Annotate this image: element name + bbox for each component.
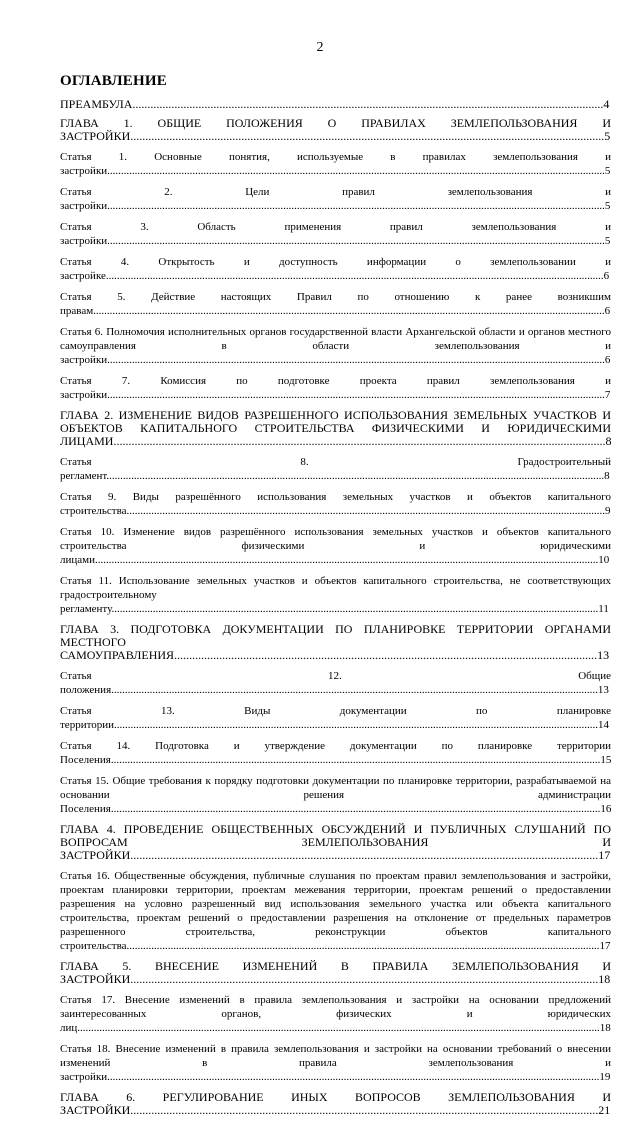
toc-page-number: 13 [597,648,610,662]
toc-entry-text: Статья 5. Действие настоящих Правил по отношению к ранее возникшим правам [60,291,611,317]
toc-leader-dots: ............................................................................................................................................................. [132,97,604,111]
toc-article-entry [60,774,611,816]
toc-entry-text: Статья 13. Виды документации по планировке территории [60,705,611,731]
toc-entry-text: ГЛАВА 3. ПОДГОТОВКА ДОКУМЕНТАЦИИ ПО ПЛАНИРОВКЕ ТЕРРИТОРИИ ОРГАНАМИ МЕСТНОГО САМОУПРАВЛЕНИЯ [60,622,611,662]
toc-leader-dots: ............................................................................................................................................................ [130,1103,599,1117]
toc-page-number: 17 [598,848,611,862]
toc-entry-text: Статья 15. Общие требования к порядку подготовки документации по планировке территории, разрабатываемой на основании решения администрации Поселения [60,775,611,815]
toc-page-number: 6 [604,354,611,366]
toc-chapter-entry [60,623,611,662]
toc-page-number: 16 [600,803,612,815]
toc-page-number: 15 [600,754,612,766]
toc-entry-text: ГЛАВА 1. ОБЩИЕ ПОЛОЖЕНИЯ О ПРАВИЛАХ ЗЕМЛЕПОЛЬЗОВАНИЯ И ЗАСТРОЙКИ [60,116,611,143]
toc-leader-dots: ................................................................................................................................................................................... [107,1071,600,1083]
toc-entry-text: ГЛАВА 4. ПРОВЕДЕНИЕ ОБЩЕСТВЕННЫХ ОБСУЖДЕНИЙ И ПУБЛИЧНЫХ СЛУШАНИЙ ПО ВОПРОСАМ ЗЕМЛЕПОЛЬЗОВАНИЯ И ЗАСТРОЙКИ [60,822,611,862]
toc-entry-text: Статья 3. Область применения правил землепользования и застройки [60,221,611,247]
toc-article-entry [60,739,611,767]
toc-page-number: 17 [599,940,611,952]
toc-entry-text: Статья 16. Общественные обсуждения, публичные слушания по проектам правил землепользования и застройки, проектам планировки территории, проектам межевания территории, проектам решений о предоставлении разрешения на условно разрешенный вид использования земельного участка или объекта капитального строительства, проектам решений о предоставлении разрешения на отклонение от предельных параметров разрешенного строительства, реконструкции объектов капитального строительства [60,870,611,952]
toc-article-entry [60,455,611,483]
toc-leader-dots: ..................................................................................................................................................................................... [107,165,605,177]
toc-page-number: 18 [598,972,611,986]
toc-page-number: 10 [598,554,610,566]
toc-article-entry [60,704,611,732]
toc-chapter-entry [60,409,611,448]
toc-entry-text: Статья 1. Основные понятия, используемые в правилах землепользования и застройки [60,151,611,177]
toc-page-number: 11 [598,603,609,615]
toc-article-entry [60,669,611,697]
toc-chapter-entry [60,98,611,111]
toc-entry-text: Статья 12. Общие положения [60,670,611,696]
page-number: 2 [316,40,324,55]
toc-page-number: 6 [603,270,610,282]
toc-page-number: 8 [605,434,612,448]
toc-entry-text: Статья 11. Использование земельных участков и объектов капитального строительства, не соответствующих градостроительному регламенту [60,575,611,615]
toc-leader-dots: ..................................................................................................................................................................................... [105,270,604,282]
toc-article-entry [60,290,611,318]
toc-entry-text: ГЛАВА 5. ВНЕСЕНИЕ ИЗМЕНЕНИЙ В ПРАВИЛА ЗЕМЛЕПОЛЬЗОВАНИЯ И ЗАСТРОЙКИ [60,959,611,986]
toc-page-number: 7 [604,389,611,401]
toc-title: ОГЛАВЛЕНИЕ [60,73,167,89]
toc-page-number: 5 [604,165,611,177]
toc-leader-dots: ..................................................................................................................................................................................... [106,470,605,482]
toc-leader-dots: ............................................................................................................................................. [174,648,598,662]
toc-page-number: 19 [599,1071,611,1083]
toc-article-entry [60,574,611,616]
toc-page-number: 5 [604,129,611,143]
toc-page-number: 9 [605,505,611,517]
toc-entry-text: Статья 14. Подготовка и утверждение документации по планировке территории Поселения [60,740,611,766]
toc-entry-text: ГЛАВА 2. ИЗМЕНЕНИЕ ВИДОВ РАЗРЕШЕННОГО ИСПОЛЬЗОВАНИЯ ЗЕМЕЛЬНЫХ УЧАСТКОВ И ОБЪЕКТОВ КАПИТАЛЬНОГО СТРОИТЕЛЬСТВА ФИЗИЧЕСКИМИ И ЮРИДИЧЕСКИМИ ЛИЦАМИ [60,408,611,448]
toc-article-entry [60,255,611,283]
toc-article-entry [60,374,611,402]
toc-chapter-entry [60,823,611,862]
toc-entry-text: Статья 17. Внесение изменений в правила землепользования и застройки на основании предложений заинтересованных органов, физических и юридических лиц [60,994,611,1034]
toc-leader-dots: ....................................................................................................................................................................................... [95,554,599,566]
toc-article-entry [60,993,611,1035]
toc-entry-text: Статья 2. Цели правил землепользования и застройки [60,186,611,212]
toc-page-number: 21 [598,1103,611,1117]
toc-article-entry [60,525,611,567]
toc-entry-text: Статья 9. Виды разрешённого использования земельных участков и объектов капитального строительства [60,491,611,517]
toc-article-entry [60,869,611,953]
toc-article-entry [60,490,611,518]
toc-leader-dots: ................................................................................................................................................................................ [114,719,599,731]
toc-leader-dots: .............................................................................................................................................................................................. [77,1022,600,1034]
toc-entry-text: ПРЕАМБУЛА [60,97,133,111]
table-of-contents [60,98,611,1124]
toc-leader-dots: .................................................................................................................................................................................. [110,803,601,815]
toc-entry-text: Статья 7. Комиссия по подготовке проекта правил землепользования и застройки [60,375,611,401]
toc-chapter-entry [60,960,611,986]
toc-entry-text: Статья 8. Градостроительный регламент [60,456,611,482]
toc-article-entry [60,220,611,248]
toc-chapter-entry [60,117,611,143]
toc-entry-text: Статья 6. Полномочия исполнительных органов государственной власти Архангельской области и органов местного самоуправления в области землепользования и застройки [60,326,611,366]
toc-leader-dots: .................................................................................................................................................................... [113,434,606,448]
toc-entry-text: Статья 18. Внесение изменений в правила землепользования и застройки на основании требований о внесении изменений в правила землепользования и застройки [60,1043,611,1083]
toc-article-entry [60,185,611,213]
toc-leader-dots: ..................................................................................................................................................................................... [107,200,605,212]
toc-chapter-entry [60,1091,611,1117]
toc-leader-dots: ..................................................................................................................................................................................... [107,354,605,366]
toc-leader-dots: ..................................................................................................................................................................................... [107,389,605,401]
toc-article-entry [60,325,611,367]
toc-leader-dots: ............................................................................................................................................................ [130,972,599,986]
toc-leader-dots: .............................................................................................................................................................. [130,129,605,143]
toc-article-entry [60,1042,611,1084]
toc-entry-text: Статья 10. Изменение видов разрешённого использования земельных участков и объектов капитального строительства физическими и юридическими лицами [60,526,611,566]
toc-leader-dots: .............................................................................................................................................................................. [126,505,606,517]
toc-leader-dots: ..................................................................................................................................................................................... [107,235,605,247]
toc-leader-dots: .......................................................................................................................................................................................... [93,305,605,317]
toc-page-number: 8 [604,470,610,482]
toc-page-number: 4 [603,97,610,111]
toc-leader-dots: ............................................................................................................................................................ [130,848,599,862]
toc-leader-dots: ................................................................................................................................................................................. [111,684,598,696]
toc-page-number: 6 [604,305,611,317]
toc-article-entry [60,150,611,178]
toc-page-number: 14 [598,719,610,731]
toc-leader-dots: .................................................................................................................................................................................. [110,754,601,766]
toc-leader-dots: ................................................................................................................................................................................. [111,603,599,615]
toc-entry-text: Статья 4. Открытость и доступность информации о землепользовании и застройке [60,256,611,282]
toc-page-number: 5 [604,235,611,247]
toc-leader-dots: ............................................................................................................................................................................ [126,940,600,952]
toc-page-number: 18 [599,1022,611,1034]
toc-page-number: 5 [604,200,611,212]
toc-entry-text: ГЛАВА 6. РЕГУЛИРОВАНИЕ ИНЫХ ВОПРОСОВ ЗЕМЛЕПОЛЬЗОВАНИЯ И ЗАСТРОЙКИ [60,1090,611,1117]
toc-page-number: 13 [597,684,609,696]
